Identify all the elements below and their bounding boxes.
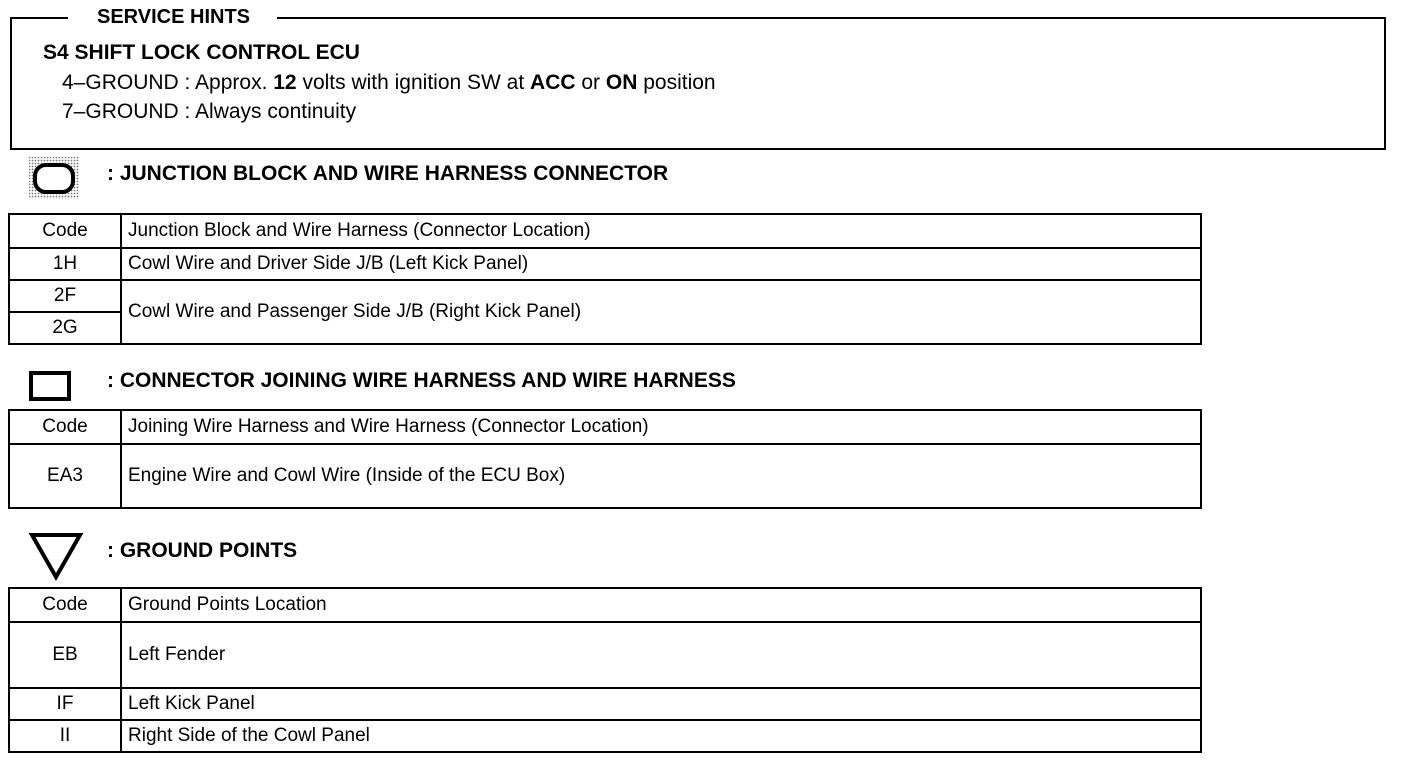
code-cell: 2F [9,280,121,312]
table-row [9,280,1201,312]
desc-cell: Engine Wire and Cowl Wire (Inside of the ECU Box) [121,444,1201,508]
code-cell: II [9,720,121,752]
code-cell: IF [9,688,121,720]
table-row [9,622,1201,688]
triangle-down-icon [28,530,84,582]
table-header-row [9,214,1201,248]
desc-cell: Right Side of the Cowl Panel [121,720,1201,752]
rounded-box-icon [28,156,80,200]
desc-cell: Cowl Wire and Passenger Side J/B (Right Kick Panel) [121,280,1201,344]
code-cell: EB [9,622,121,688]
table-row [9,444,1201,508]
code-header: Code [9,410,121,444]
code-cell: 1H [9,248,121,280]
junction-section-title: : JUNCTION BLOCK AND WIRE HARNESS CONNECTOR [107,162,669,185]
joining-table [8,409,1202,509]
table-header-row [9,588,1201,622]
code-cell: EA3 [9,444,121,508]
table-header-row [9,410,1201,444]
service-hints-legend: SERVICE HINTS [68,4,277,30]
junction-table [8,213,1202,345]
ground-section-title: : GROUND POINTS [107,539,298,562]
hint-line-1: 4–GROUND : Approx. 12 volts with ignition SW at ACC or ON position [62,71,716,94]
desc-cell: Left Fender [121,622,1201,688]
ecu-title: S4 SHIFT LOCK CONTROL ECU [43,41,360,64]
desc-cell: Left Kick Panel [121,688,1201,720]
code-cell: 2G [9,312,121,344]
desc-header: Joining Wire Harness and Wire Harness (Connector Location) [121,410,1201,444]
desc-header: Ground Points Location [121,588,1201,622]
table-row [9,720,1201,752]
square-box-icon [28,370,74,404]
table-row [9,248,1201,280]
desc-header: Junction Block and Wire Harness (Connector Location) [121,214,1201,248]
table-row [9,688,1201,720]
hint-line-2: 7–GROUND : Always continuity [62,100,357,123]
ground-table [8,587,1202,753]
desc-cell: Cowl Wire and Driver Side J/B (Left Kick Panel) [121,248,1201,280]
joining-section-title: : CONNECTOR JOINING WIRE HARNESS AND WIRE HARNESS [107,369,736,392]
code-header: Code [9,214,121,248]
code-header: Code [9,588,121,622]
